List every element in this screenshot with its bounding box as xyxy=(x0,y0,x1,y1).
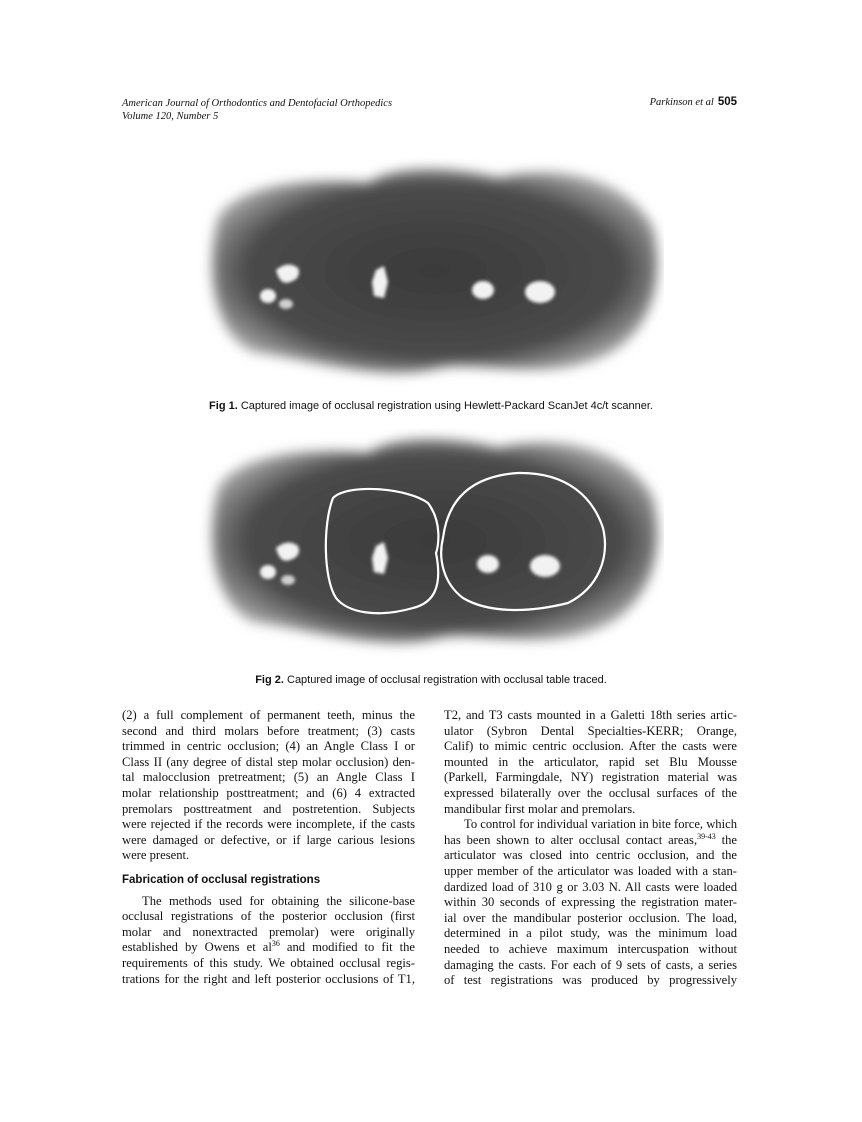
running-header-right xyxy=(650,96,737,109)
citation: 39-43 xyxy=(697,831,716,841)
left-column xyxy=(122,708,415,987)
figure-2-caption: Fig 2. Captured image of occlusal registration with occlusal table traced. xyxy=(255,674,607,686)
paragraph: The methods used for obtaining the silicone-base occlusal registrations of the posterior occlusion (first molar and nonextracted premolar) were originally established by Owens et $al^{36}$ and modified to fit the requirements of this study. We obtained occlusal regis- trations for the right and left posterior occlusions of T1, xyxy=(122,893,415,986)
journal-title: American Journal of Orthodontics and Dentofacial Orthopedics xyxy=(122,98,393,109)
figure-1-caption: Fig 1. Captured image of occlusal registration using Hewlett-Packard ScanJet 4c/t scanner. xyxy=(209,400,653,412)
figure-1-image xyxy=(198,158,664,388)
paragraph: To control for individual variation in bite force, which has been shown to alter occlusal contact areas,$^{39-43}$ the articulator was closed into centric occlusion, and the upper member of the articulator was loaded with a stan- dardized load of 310 g or 3.03 N. All casts were loaded within 30 seconds of expressing the registration mater- ial over the mandibular posterior occlusion. The load, determined in a pilot study, was the minimum load needed to achieve maximum intercuspation without damaging the casts. For each of 9 sets of casts, a series of test registrations was produced by progressively xyxy=(444,817,737,988)
figure-2-image xyxy=(198,428,664,664)
journal-volume: Volume 120, Number 5 xyxy=(122,111,219,122)
authors: Parkinson et al xyxy=(649,97,714,108)
right-column xyxy=(444,708,737,989)
citation: 36 xyxy=(271,939,280,949)
page-number: 505 xyxy=(717,96,737,108)
paragraph: T2, and T3 casts mounted in a Galetti 18th series artic- ulator (Sybron Dental Specialties-KERR; Orange, Calif) to mimic centric occlusion. After the casts were mounted in the articulator, rapid set Blu Mousse (Parkell, Farmingdale, NY) registration material was expressed bilaterally over the occlusal surfaces of the mandibular first molar and premolars. xyxy=(444,708,737,816)
section-heading: Fabrication of occlusal registrations xyxy=(122,873,321,886)
running-header-left xyxy=(122,97,392,123)
paragraph: (2) a full complement of permanent teeth, minus the second and third molars before treatment; (3) casts trimmed in centric occlusion; (4) an Angle Class I or Class II (any degree of distal step molar occlusion) den- tal malocclusion pretreatment; (5) an Angle Class I molar relationship posttreatment; and (6) 4 extracted premolars posttreatment and postretention. Subjects were rejected if the records were incomplete, if the casts were damaged or defective, or if large carious lesions were present. xyxy=(122,708,415,863)
